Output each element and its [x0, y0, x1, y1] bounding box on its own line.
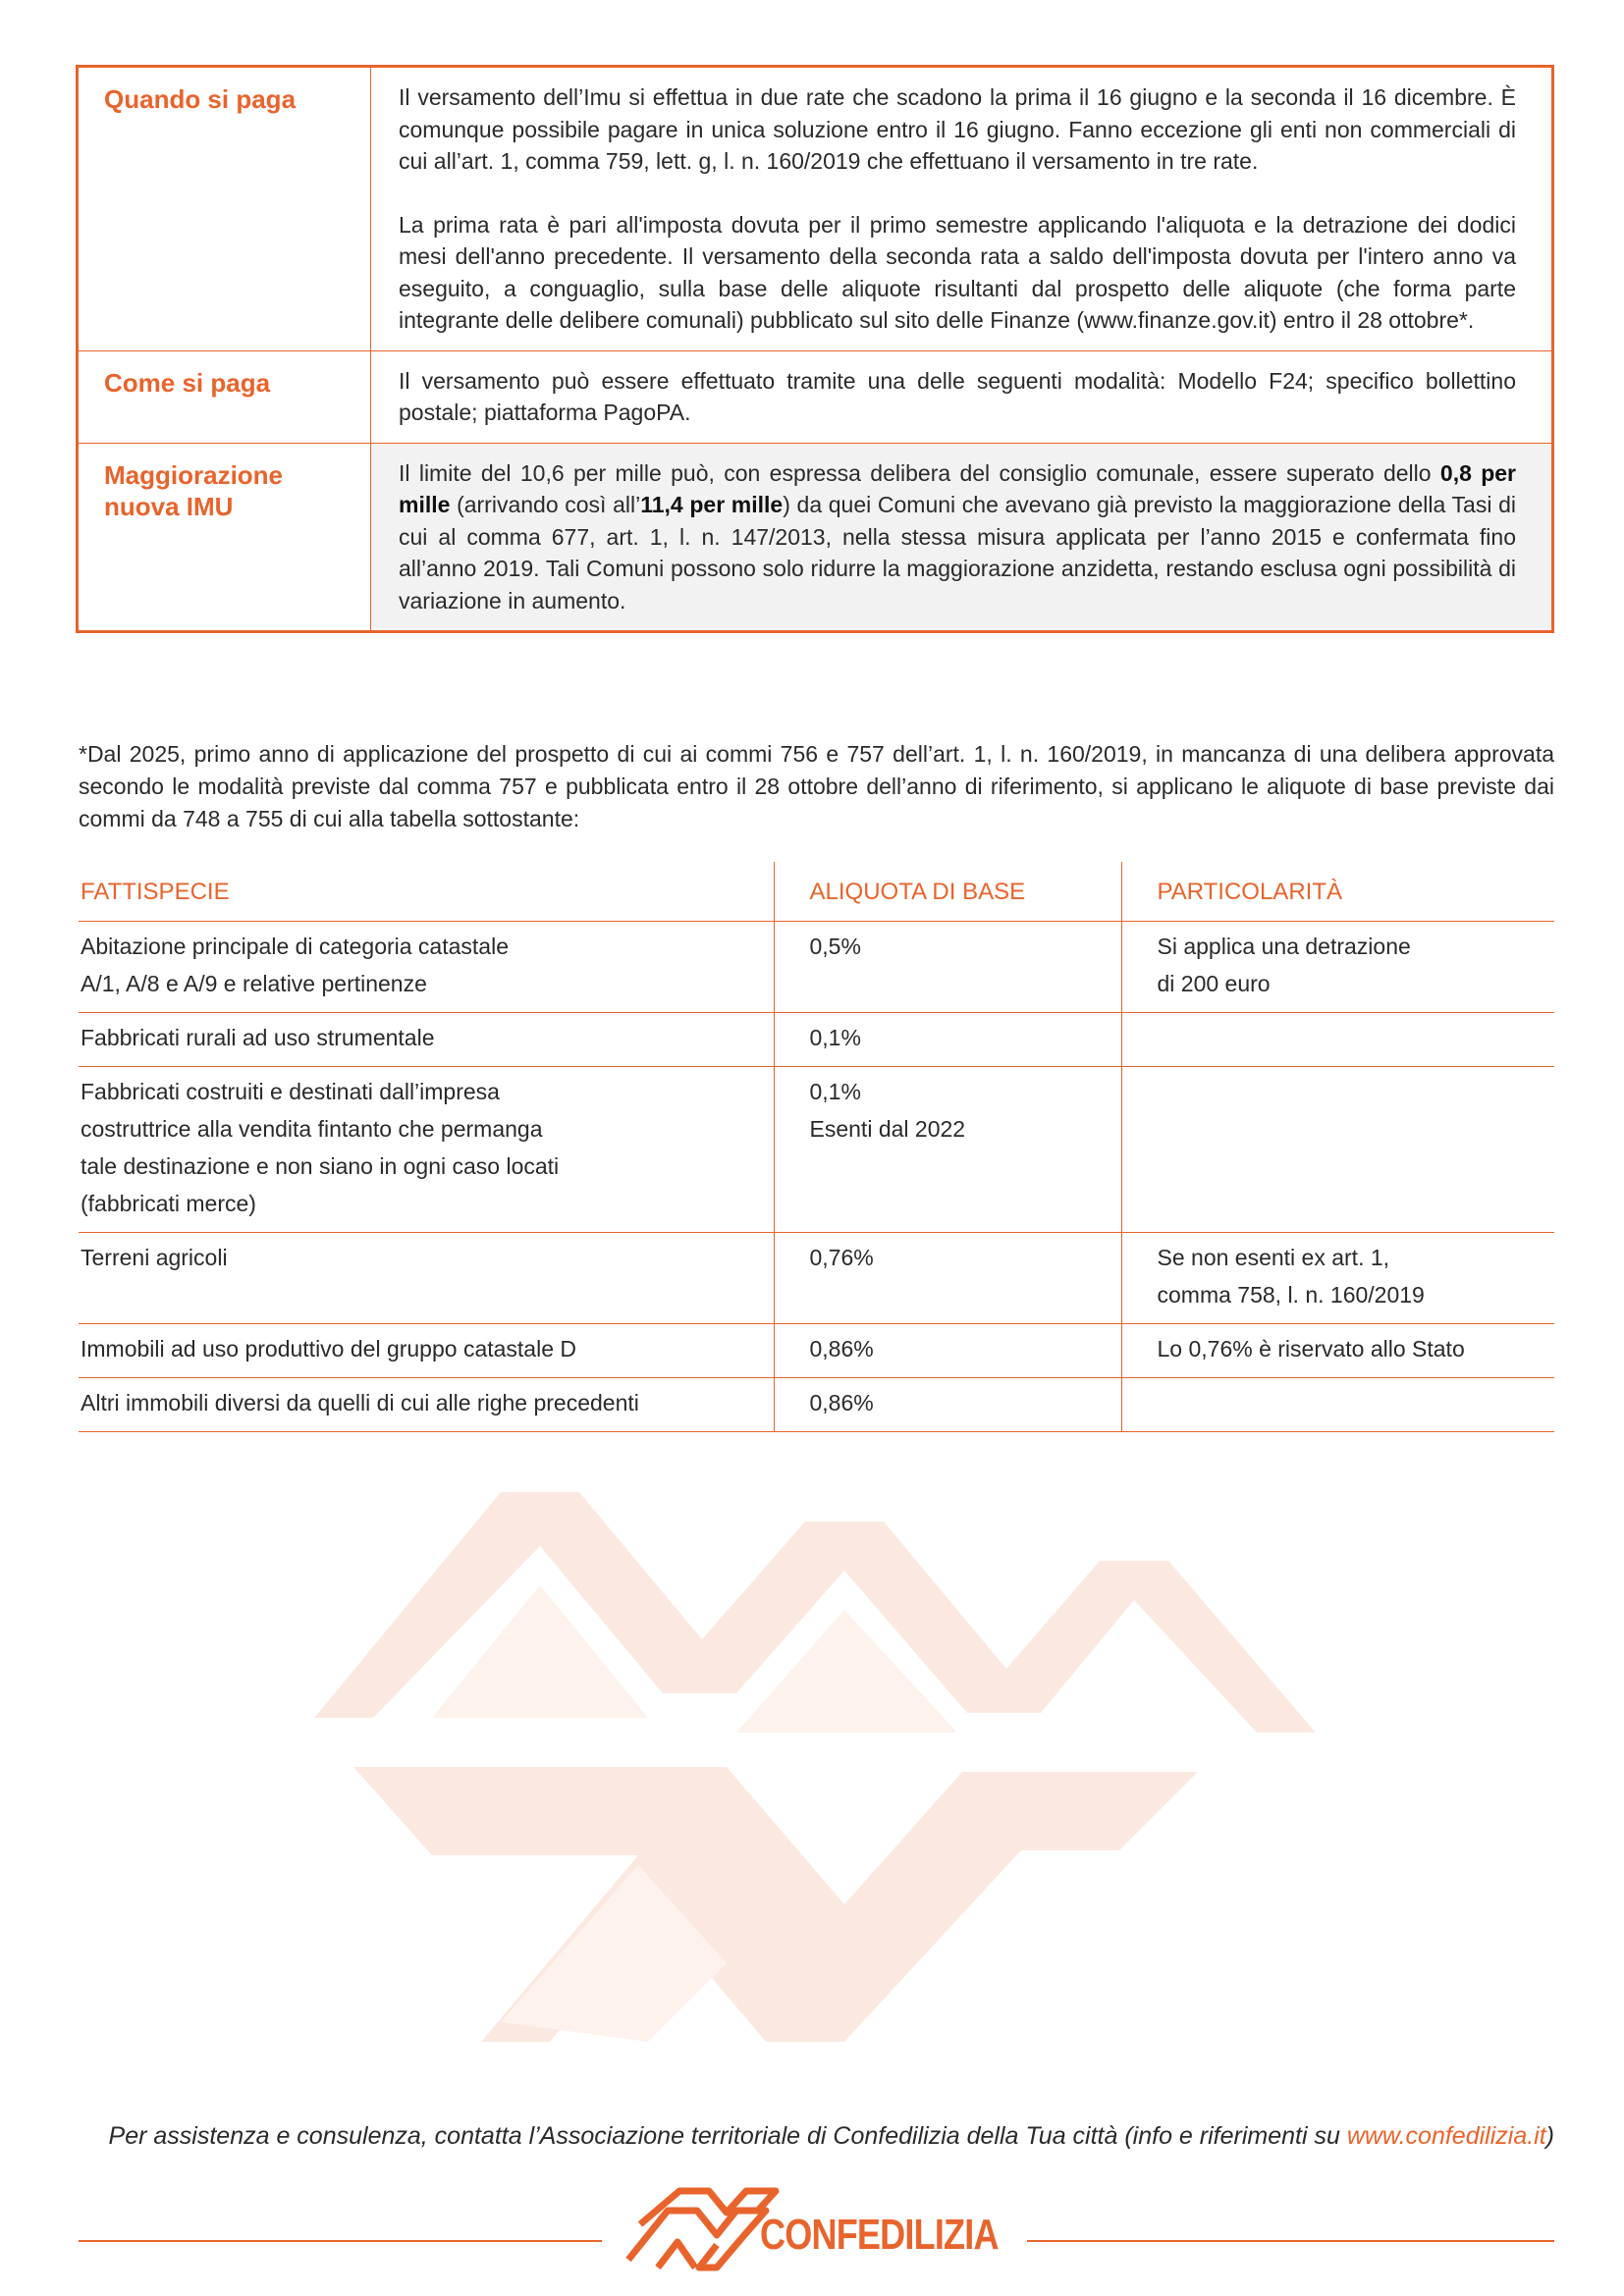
table-row — [79, 1013, 1554, 1067]
rates-table — [79, 862, 1554, 1432]
table-row — [79, 922, 1554, 1013]
aliquota-cell — [774, 1233, 1121, 1324]
particolarita-cell — [1121, 1324, 1554, 1378]
info-row-quando — [79, 68, 1551, 351]
fattispecie-cell — [79, 1013, 774, 1067]
cell-line: Abitazione principale di categoria catastale — [81, 934, 509, 959]
column-header: PARTICOLARITÀ — [1121, 862, 1554, 922]
bold-run: 11,4 per mille — [640, 492, 784, 517]
aliquota-cell — [774, 922, 1121, 1013]
cell-line: 0,1% — [809, 1025, 861, 1050]
cell-line: Se non esenti ex art. 1, — [1157, 1245, 1390, 1270]
cell-line: Terreni agricoli — [81, 1245, 228, 1270]
cell-line: Lo 0,76% è riservato allo Stato — [1157, 1336, 1465, 1362]
paragraph: Il versamento può essere effettuato tramite una delle seguenti modalità: Modello F24; specifico bollettino postale; piattaforma PagoPA. — [399, 367, 1516, 425]
info-label: Quando si paga — [79, 68, 371, 350]
assistance-note — [79, 2122, 1554, 2151]
cell-line: costruttrice alla vendita fintanto che permanga — [81, 1116, 543, 1142]
fattispecie-cell — [79, 922, 774, 1013]
particolarita-cell — [1121, 1067, 1554, 1233]
bold-run: 0,8 per mille — [399, 459, 1517, 517]
fattispecie-cell — [79, 1378, 774, 1432]
assistance-text: Per assistenza e consulenza, contatta l’Associazione territoriale di Confedilizia della Tua città (info e riferimenti su — [108, 2122, 1347, 2150]
info-text — [371, 444, 1551, 631]
footnote: *Dal 2025, primo anno di applicazione del prospetto di cui ai commi 756 e 757 dell’art. 1, l. n. 160/2019, in mancanza di una delibera approvata secondo le modalità previste dal comma 757 e pubblicata entro il 28 ottobre dell’anno di riferimento, si applicano le aliquote di base previste dai commi da 748 a 755 di cui alla tabella sottostante: — [79, 741, 1554, 831]
info-text — [371, 68, 1551, 350]
particolarita-cell — [1121, 1233, 1554, 1324]
column-header: ALIQUOTA DI BASE — [774, 862, 1121, 922]
confedilizia-watermark-logo — [314, 1492, 1316, 2042]
cell-line: Fabbricati costruiti e destinati dall’impresa — [81, 1079, 500, 1104]
fattispecie-cell — [79, 1067, 774, 1233]
text-run: Il limite del 10,6 per mille può, con espressa delibera del consiglio comunale, essere superato dello — [399, 459, 1440, 486]
cell-line: Immobili ad uso produttivo del gruppo catastale D — [81, 1336, 577, 1362]
info-row-maggiorazione — [79, 444, 1551, 631]
table-row — [79, 1378, 1554, 1432]
info-text — [371, 351, 1551, 443]
cell-line: comma 758, l. n. 160/2019 — [1157, 1282, 1425, 1308]
info-label-text: Maggiorazione nuova IMU — [104, 459, 284, 521]
particolarita-cell — [1121, 1013, 1554, 1067]
cell-line: 0,5% — [809, 934, 861, 959]
particolarita-cell — [1121, 922, 1554, 1013]
cell-line: Esenti dal 2022 — [809, 1116, 966, 1142]
paragraph: La prima rata è pari all'imposta dovuta per il primo semestre applicando l'aliquota e la detrazione dei dodici mesi dell'anno precedente. Il versamento della seconda rata a saldo dell'imposta dovuta per l'intero anno va eseguito, a conguaglio, sulla base delle aliquote risultanti dal prospetto delle aliquote (che forma parte integrante delle delibere comunali) pubblicato sul sito delle Finanze (www.finanze.gov.it) entro il 28 ottobre*. — [399, 211, 1516, 333]
paragraph — [399, 457, 1516, 617]
info-label — [79, 444, 371, 631]
confedilizia-logo-text: CONFEDILIZIA — [760, 2211, 999, 2259]
info-row-come — [79, 351, 1551, 444]
table-row — [79, 1067, 1554, 1233]
fattispecie-cell — [79, 1233, 774, 1324]
cell-line: Fabbricati rurali ad uso strumentale — [81, 1025, 435, 1050]
cell-line: 0,1% — [809, 1079, 861, 1104]
footer-rule-right — [1027, 2240, 1554, 2242]
cell-line: tale destinazione e non siano in ogni caso locati — [81, 1153, 560, 1179]
rates-table-body — [79, 922, 1554, 1432]
aliquota-cell — [774, 1324, 1121, 1378]
footer-rule-left — [79, 2240, 602, 2242]
assistance-close: ) — [1545, 2122, 1554, 2150]
particolarita-cell — [1121, 1378, 1554, 1432]
fattispecie-cell — [79, 1324, 774, 1378]
cell-line: di 200 euro — [1157, 971, 1271, 996]
cell-line: A/1, A/8 e A/9 e relative pertinenze — [81, 971, 427, 996]
paragraph: Il versamento dell’Imu si effettua in due rate che scadono la prima il 16 giugno e la seconda il 16 dicembre. È comunque possibile pagare in unica soluzione entro il 16 giugno. Fanno eccezione gli enti non commerciali di cui all’art. 1, comma 759, lett. g, l. n. 160/2019 che effettuano il versamento in tre rate. — [399, 84, 1516, 174]
aliquota-cell — [774, 1378, 1121, 1432]
table-row — [79, 1233, 1554, 1324]
aliquota-cell — [774, 1067, 1121, 1233]
cell-line: Si applica una detrazione — [1157, 934, 1411, 959]
column-header: FATTISPECIE — [79, 862, 774, 922]
website-link[interactable]: www.confedilizia.it — [1346, 2122, 1546, 2150]
table-row — [79, 1324, 1554, 1378]
cell-line: 0,76% — [809, 1245, 874, 1270]
cell-line: (fabbricati merce) — [81, 1191, 256, 1216]
cell-line: Altri immobili diversi da quelli di cui alle righe precedenti — [81, 1390, 639, 1415]
table-header-row — [79, 862, 1554, 922]
text-run: ) da quei Comuni che avevano già previsto la maggiorazione della Tasi di cui al comma 677, art. 1, l. n. 147/2013, nella stessa misura applicata per l’anno 2015 e confermata fino all’anno 2019. Tali Comuni possono solo ridurre la maggiorazione anzidetta, restando esclusa ogni possibilità di variazione in aumento. — [399, 492, 1516, 614]
aliquota-cell — [774, 1013, 1121, 1067]
payment-info-table — [76, 65, 1554, 633]
cell-line: 0,86% — [809, 1390, 874, 1415]
cell-line: 0,86% — [809, 1336, 874, 1362]
info-label: Come si paga — [79, 351, 371, 443]
text-run: (arrivando così all’ — [450, 492, 641, 517]
